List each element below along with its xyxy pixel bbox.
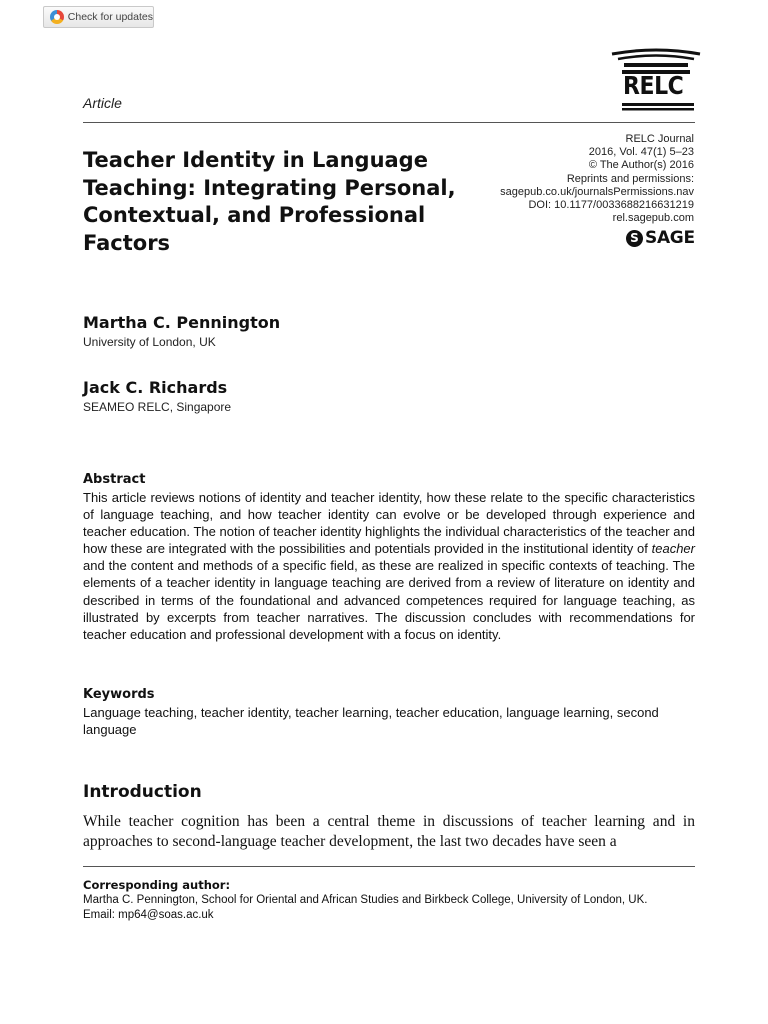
abstract-body <box>83 489 695 643</box>
article-type-label: Article <box>83 95 122 111</box>
abstract-heading: Abstract <box>83 472 146 487</box>
check-for-updates-label: Check for updates <box>67 11 153 23</box>
journal-name: RELC Journal <box>625 133 694 145</box>
author-affiliation-1: University of London, UK <box>83 335 216 349</box>
introduction-body: While teacher cognition has been a central theme in discussions of teacher learning and in approaches to second-language teacher development, the last two decades have seen a <box>83 813 695 850</box>
journal-site-link[interactable]: rel.sagepub.com <box>612 212 694 225</box>
sage-s-icon <box>626 230 643 247</box>
permissions-link[interactable]: sagepub.co.uk/journalsPermissions.nav <box>500 185 694 198</box>
copyright-notice: © The Author(s) 2016 <box>588 159 694 172</box>
sage-logo-text: SAGE <box>645 228 695 248</box>
corresponding-author-heading: Corresponding author: <box>83 878 231 892</box>
sage-logo <box>626 228 696 248</box>
introduction-heading: Introduction <box>83 782 202 802</box>
keywords-heading: Keywords <box>83 687 155 702</box>
abstract-text-italic: teacher <box>651 541 695 557</box>
reprints-label: Reprints and permissions: <box>566 172 694 185</box>
abstract-text-part-1: This article reviews notions of identity and teacher identity, how these relate to the specific characteristics of language teaching, and how teacher identity can evolve or be developed through experience and teacher education. The notion of teacher identity highlights the individual characteristics of the teacher and how these are integrated with the possibilities and potentials provided in the institutional identity of <box>83 490 695 557</box>
author-name-2: Jack C. Richards <box>83 378 228 397</box>
corresponding-author-address: Martha C. Pennington, School for Oriental and African Studies and Birkbeck College, University of London, UK. <box>83 894 648 906</box>
journal-volume: 2016, Vol. 47(1) 5–23 <box>588 146 694 159</box>
doi-link[interactable]: DOI: 10.1177/0033688216631219 <box>528 199 694 212</box>
relc-logo-text: RELC <box>623 71 684 100</box>
keywords-list: Language teaching, teacher identity, teacher learning, teacher education, language learning, second language <box>83 705 659 737</box>
article-title: Teacher Identity in Language Teaching: Integrating Personal, Contextual, and Professional Factors <box>83 148 456 255</box>
check-for-updates-button[interactable] <box>43 6 154 28</box>
abstract-text-part-2: and the content and methods of a specific field, as these are realized in specific contexts of teaching. The elements of a teacher identity in language teaching are derived from a review of literature on identity and described in terms of the foundational and advanced competences required for language teaching, as illustrated by excerpts from teacher narratives. The discussion concludes with recommendations for teacher education and professional development with a focus on identity. <box>83 558 695 642</box>
corresponding-author-details <box>83 893 703 923</box>
author-affiliation-2: SEAMEO RELC, Singapore <box>83 400 232 414</box>
author-name-1: Martha C. Pennington <box>83 313 281 332</box>
crossmark-icon <box>50 10 64 24</box>
header-divider <box>83 122 695 123</box>
journal-metadata <box>500 133 694 225</box>
corresponding-author-email[interactable]: Email: mp64@soas.ac.uk <box>83 909 214 921</box>
relc-logo <box>610 48 702 112</box>
footnote-divider <box>83 866 695 867</box>
